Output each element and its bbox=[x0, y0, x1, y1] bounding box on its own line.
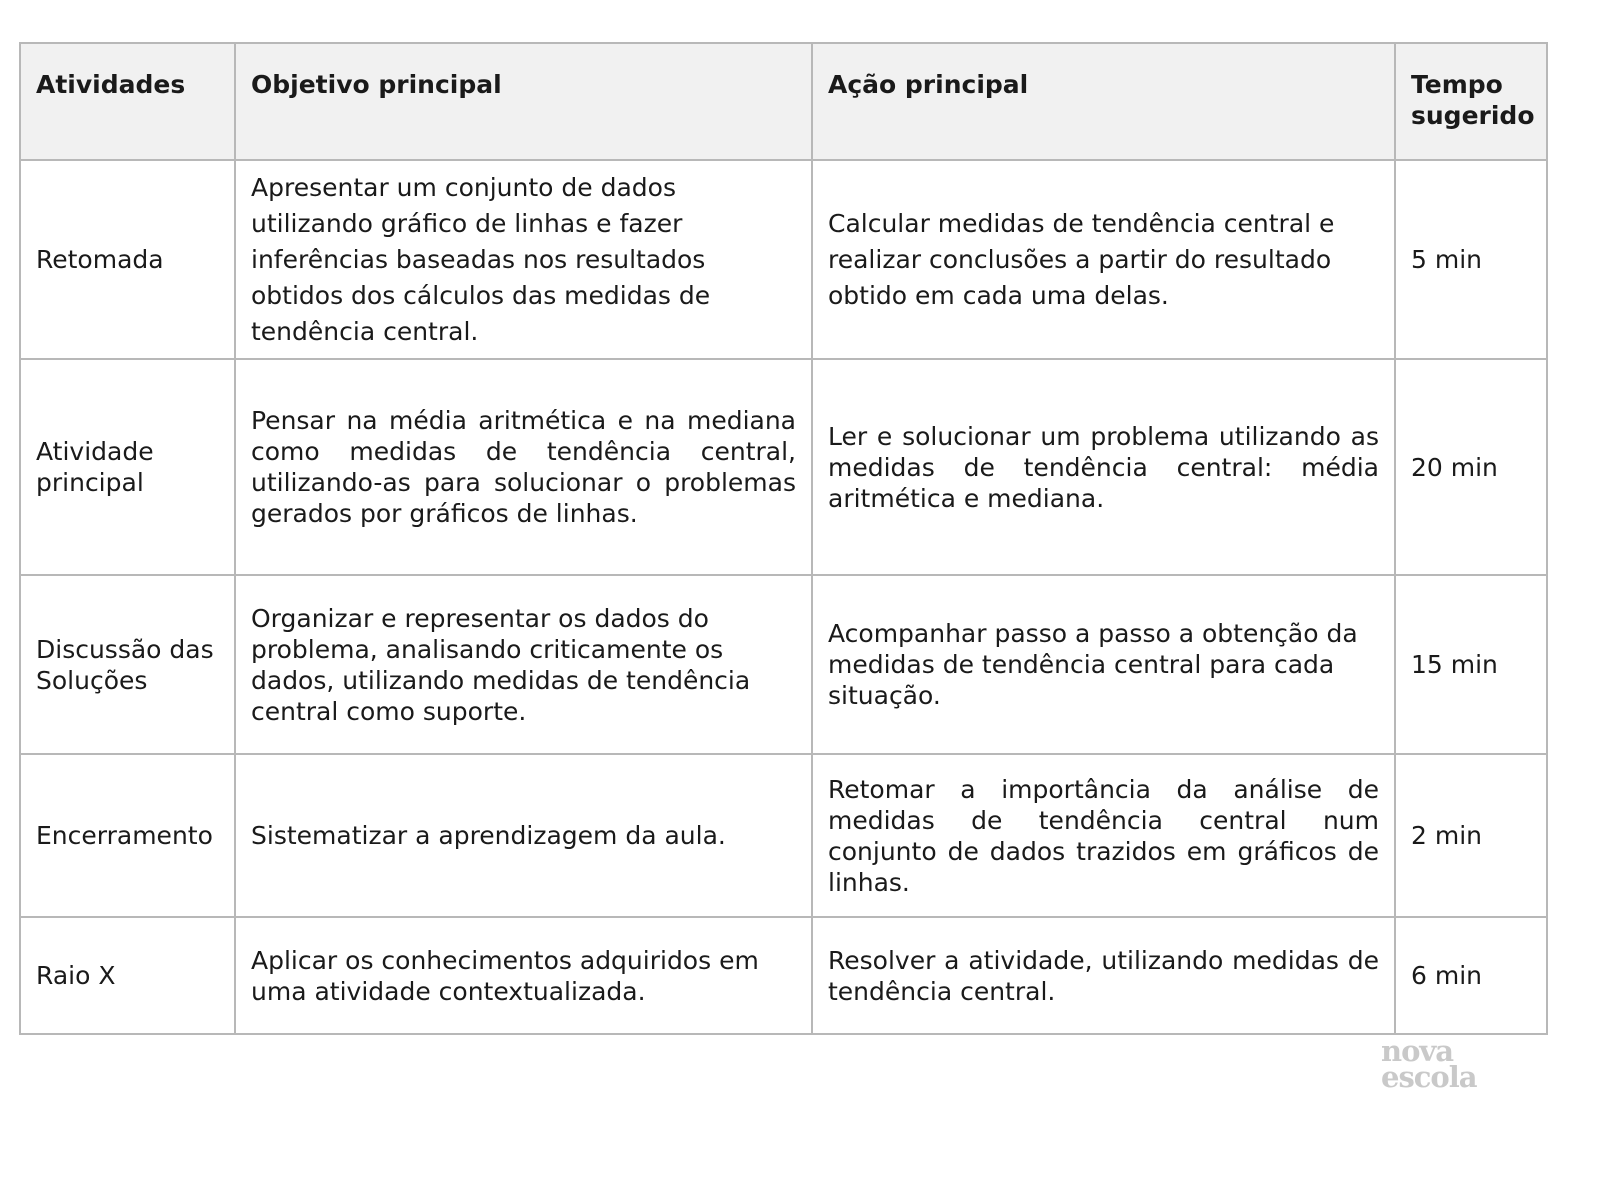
cell-tempo: 6 min bbox=[1395, 917, 1547, 1034]
logo-line-nova: nova bbox=[1381, 1034, 1454, 1068]
cell-atividade: Raio X bbox=[20, 917, 235, 1034]
cell-atividade: Retomada bbox=[20, 160, 235, 359]
table-row bbox=[20, 754, 1547, 917]
cell-acao: Retomar a importância da análise de medidas de tendência central num conjunto de dados trazidos em gráficos de linhas. bbox=[812, 754, 1395, 917]
header-objetivo-principal: Objetivo principal bbox=[235, 43, 812, 160]
cell-tempo: 20 min bbox=[1395, 359, 1547, 575]
cell-acao: Acompanhar passo a passo a obtenção da medidas de tendência central para cada situação. bbox=[812, 575, 1395, 754]
cell-acao: Calcular medidas de tendência central e realizar conclusões a partir do resultado obtido em cada uma delas. bbox=[812, 160, 1395, 359]
header-tempo-sugerido: Tempo sugerido bbox=[1395, 43, 1547, 160]
cell-atividade: Encerramento bbox=[20, 754, 235, 917]
cell-acao: Ler e solucionar um problema utilizando as medidas de tendência central: média aritmética e mediana. bbox=[812, 359, 1395, 575]
cell-objetivo: Pensar na média aritmética e na mediana como medidas de tendência central, utilizando-as para solucionar o problemas gerados por gráficos de linhas. bbox=[235, 359, 812, 575]
cell-acao: Resolver a atividade, utilizando medidas de tendência central. bbox=[812, 917, 1395, 1034]
table-row bbox=[20, 160, 1547, 359]
table-row bbox=[20, 575, 1547, 754]
header-acao-principal: Ação principal bbox=[812, 43, 1395, 160]
table-row bbox=[20, 359, 1547, 575]
cell-tempo: 2 min bbox=[1395, 754, 1547, 917]
cell-tempo: 15 min bbox=[1395, 575, 1547, 754]
logo-line-escola: escola bbox=[1381, 1060, 1477, 1094]
lesson-plan-table bbox=[19, 42, 1548, 1035]
nova-escola-logo bbox=[1381, 1034, 1496, 1094]
cell-objetivo: Sistematizar a aprendizagem da aula. bbox=[235, 754, 812, 917]
cell-objetivo: Organizar e representar os dados do problema, analisando criticamente os dados, utilizando medidas de tendência central como suporte. bbox=[235, 575, 812, 754]
table-row bbox=[20, 917, 1547, 1034]
table-header-row bbox=[20, 43, 1547, 160]
cell-objetivo: Apresentar um conjunto de dados utilizando gráfico de linhas e fazer inferências baseadas nos resultados obtidos dos cálculos das medidas de tendência central. bbox=[235, 160, 812, 359]
header-atividades: Atividades bbox=[20, 43, 235, 160]
cell-objetivo: Aplicar os conhecimentos adquiridos em uma atividade contextualizada. bbox=[235, 917, 812, 1034]
cell-tempo: 5 min bbox=[1395, 160, 1547, 359]
cell-atividade: Discussão das Soluções bbox=[20, 575, 235, 754]
cell-atividade: Atividade principal bbox=[20, 359, 235, 575]
